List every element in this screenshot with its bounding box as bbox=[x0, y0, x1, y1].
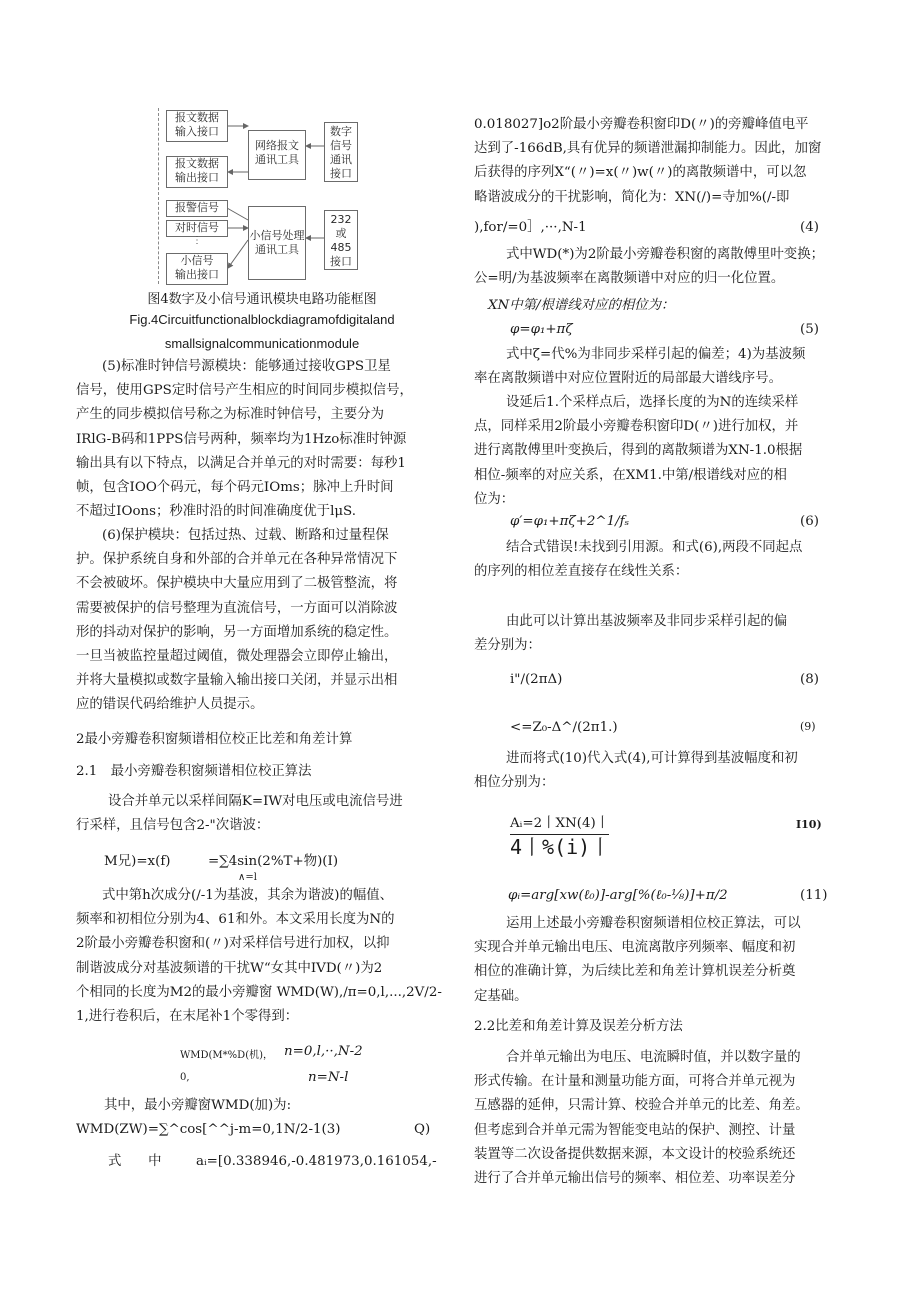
equation-6: φ′=φ₁+πζ+2^1/fₛ bbox=[510, 514, 630, 529]
equation-9: <=Z₀-Δ^/(2π1.) bbox=[510, 720, 618, 735]
para-window: 式中第h次成分(/-1为基波，其余为谐波)的幅值、 频率和初相位分别为4、61和外。本文采用长度为N的 2阶最小旁瓣卷积窗和(〃)对采样信号进行加权，以抑 制谐波成分对基波频谱的干扰W“女其中IVD(〃)为2 个相同的长度为M2的最小旁瓣窗 WMD(W),/π=0,l,...,2V/2- 1,进行卷积后，在末尾补1个零得到： bbox=[76, 888, 442, 1025]
equation-8-number: (8) bbox=[800, 672, 819, 687]
diagram-divider bbox=[158, 108, 159, 284]
para-phase-line: XN中第/根谱线对应的相位为： bbox=[488, 298, 675, 313]
coefficient-values: aᵢ=[0.338946,-0.481973,0.161054,- bbox=[196, 1154, 437, 1169]
small-signal-output-port: 小信号 输出接口 bbox=[166, 253, 228, 285]
figure-caption-cn: 图4数字及小信号通讯模块电路功能框图 bbox=[147, 292, 377, 307]
equation-1-left: M兄)=x(f) bbox=[104, 854, 171, 869]
section-heading-2-1: 2.1 最小旁瓣卷积窗频谱相位校正算法 bbox=[76, 764, 312, 779]
para-combine: 结合式错误!未找到引用源。和式(6),两段不同起点 的序列的相位差直接存在线性关系： bbox=[474, 540, 803, 580]
figure-caption-en-2: smallsignalcommunicationmodule bbox=[164, 336, 360, 351]
equation-10-numerator: Aᵢ=2丨XN(4)丨 bbox=[510, 814, 609, 835]
equation-4: ),for/=0］,···,N-1 bbox=[474, 220, 587, 235]
para-clock-module: (5)标准时钟信号源模块：能够通过接收GPS卫星 信号，使用GPS定时信号产生相应的时间同步模拟信号， 产生的同步模拟信号称之为标准时钟信号，主要分为 IRlG-B码和1PPS信号两种，频率均为1Hzo标准时钟源 输出具有以下特点，以满足合并单元的对时需要：每秒1 帧，包含IOO个码元，每个码元IOms；脉冲上升时间 不超过IOons；秒准时沿的时间准确度优于lμS. bbox=[76, 359, 413, 520]
equation-10-denominator: 4丨%(i)丨 bbox=[510, 835, 611, 859]
equation-1-sub: ∧=l bbox=[238, 872, 257, 883]
equation-11-number: (11) bbox=[800, 888, 828, 903]
para-protection-module: (6)保护模块：包括过热、过载、断路和过量程保 护。保护系统自身和外部的合并单元在各种异常情况下 不会被破坏。保护模块中大量应用到了二极管整流，将 需要被保护的信号整理为直流信号，一方面可以消除波 形的抖动对保护的影响，另一方面增加系统的稳定性。 一旦当被监控量超过阈值，微处理器会立即停止输出， 并将大量模拟或数字量输入输出接口关闭，并显示出相 应的错误代码给维护人员提示。 bbox=[76, 528, 398, 713]
diagram-ellipsis: ⋮ bbox=[192, 235, 202, 246]
coefficient-label: 式 中 bbox=[108, 1154, 162, 1169]
para-compute: 由此可以计算出基波频率及非同步采样引起的偏 差分别为： bbox=[474, 614, 788, 654]
section-heading-2-2: 2.2比差和角差计算及误差分析方法 bbox=[474, 1019, 683, 1034]
network-msg-tool: 网络报文 通讯工具 bbox=[248, 130, 306, 180]
msg-input-port: 报文数据 输入接口 bbox=[166, 110, 228, 142]
equation-8: i"/(2πΔ) bbox=[510, 672, 563, 687]
equation-3: WMD(ZW)=∑^cos[^^j-m=0,1N/2-1(3) bbox=[76, 1122, 341, 1137]
para-dft: 式中WD(*)为2阶最小旁瓣卷积窗的离散傅里叶变换； 公=明/为基波频率在离散频谱中对应的归一化位置。 bbox=[474, 247, 824, 287]
equation-10-number: I10) bbox=[796, 818, 822, 831]
equation-2-a: WMD(M*%D(机)， bbox=[180, 1050, 273, 1061]
equation-2-a-range: n=0,l,··,N-2 bbox=[284, 1044, 363, 1059]
figure-caption-en-1: Fig.4Circuitfunctionalblockdiagramofdigitaland bbox=[129, 312, 395, 327]
para-sidelobe: 0.018027]o2阶最小旁瓣卷积窗印D(〃)的旁瓣峰值电平 达到了-166dB,具有优异的频谱泄漏抑制能力。因此，加窗 后获得的序列X“(〃)=x(〃)w(〃)的离散频谱中，可以忽 略谐波成分的干扰影响，简化为：XN(/)=寺加%(/-即 bbox=[474, 117, 822, 205]
para-window-def: 其中，最小旁瓣窗WMD(加)为: bbox=[104, 1098, 292, 1113]
para-zeta: 式中ζ=代%为非同步采样引起的偏差；4)为基波频 率在离散频谱中对应位置附近的局部最大谱线序号。 bbox=[474, 347, 806, 387]
serial-port-232-485: 232 或 485 接口 bbox=[324, 210, 358, 270]
small-signal-tool: 小信号处理 通讯工具 bbox=[248, 206, 306, 280]
equation-1-right: =∑4sin(2%T+物)(I) bbox=[208, 854, 339, 869]
equation-4-number: (4) bbox=[800, 220, 819, 235]
equation-2-b-range: n=N-l bbox=[308, 1070, 349, 1085]
equation-3-number: Q) bbox=[414, 1122, 431, 1137]
equation-5: φ=φ₁+πζ bbox=[510, 322, 573, 337]
alarm-signal: 报警信号 bbox=[166, 200, 228, 217]
equation-2-b: 0, bbox=[180, 1072, 190, 1083]
equation-11: φᵢ=arg[xw(ℓ₀)]-arg[%(ℓ₀-⅛)]+π/2 bbox=[508, 888, 728, 903]
para-merging-unit: 合并单元输出为电压、电流瞬时值，并以数字量的 形式传输。在计量和测量功能方面，可将合并单元视为 互感器的延伸，只需计算、校验合并单元的比差、角差。 但考虑到合并单元需为智能变电站的保护、测控、计量 装置等二次设备提供数据来源，本文设计的校验系统还 进行了合并单元输出信号的频率、相位差、功率误差分 bbox=[474, 1050, 809, 1187]
equation-9-number: (9) bbox=[800, 720, 816, 733]
digital-signal-port: 数字 信号 通讯 接口 bbox=[324, 122, 358, 182]
msg-output-port: 报文数据 输出接口 bbox=[166, 156, 228, 188]
equation-6-number: (6) bbox=[800, 514, 819, 529]
para-application: 运用上述最小旁瓣卷积窗频谱相位校正算法，可以 实现合并单元输出电压、电流离散序列频率、幅度和初 相位的准确计算，为后续比差和角差计算机误差分析奠 定基础。 bbox=[474, 916, 801, 1004]
para-delay: 设延后1.个采样点后，选择长度的为N的连续采样 点，同样采用2阶最小旁瓣卷积窗印D(〃)进行加权，并 进行离散傅里叶变换后，得到的离散频谱为XN-1.0根据 相位-频率的对应关系，在XM1.中第/根谱线对应的相 位为： bbox=[474, 395, 803, 507]
section-heading-2: 2最小旁瓣卷积窗频谱相位校正比差和角差计算 bbox=[76, 732, 353, 747]
para-substitute: 进而将式(10)代入式(4),可计算得到基波幅度和初 相位分别为： bbox=[474, 751, 798, 791]
block-diagram bbox=[160, 108, 360, 284]
equation-5-number: (5) bbox=[800, 322, 819, 337]
para-sampling: 设合并单元以采样间隔K=IW对电压或电流信号进 行采样，且信号包含2-"次谐波： bbox=[76, 794, 403, 834]
timing-signal: 对时信号 bbox=[166, 220, 228, 237]
